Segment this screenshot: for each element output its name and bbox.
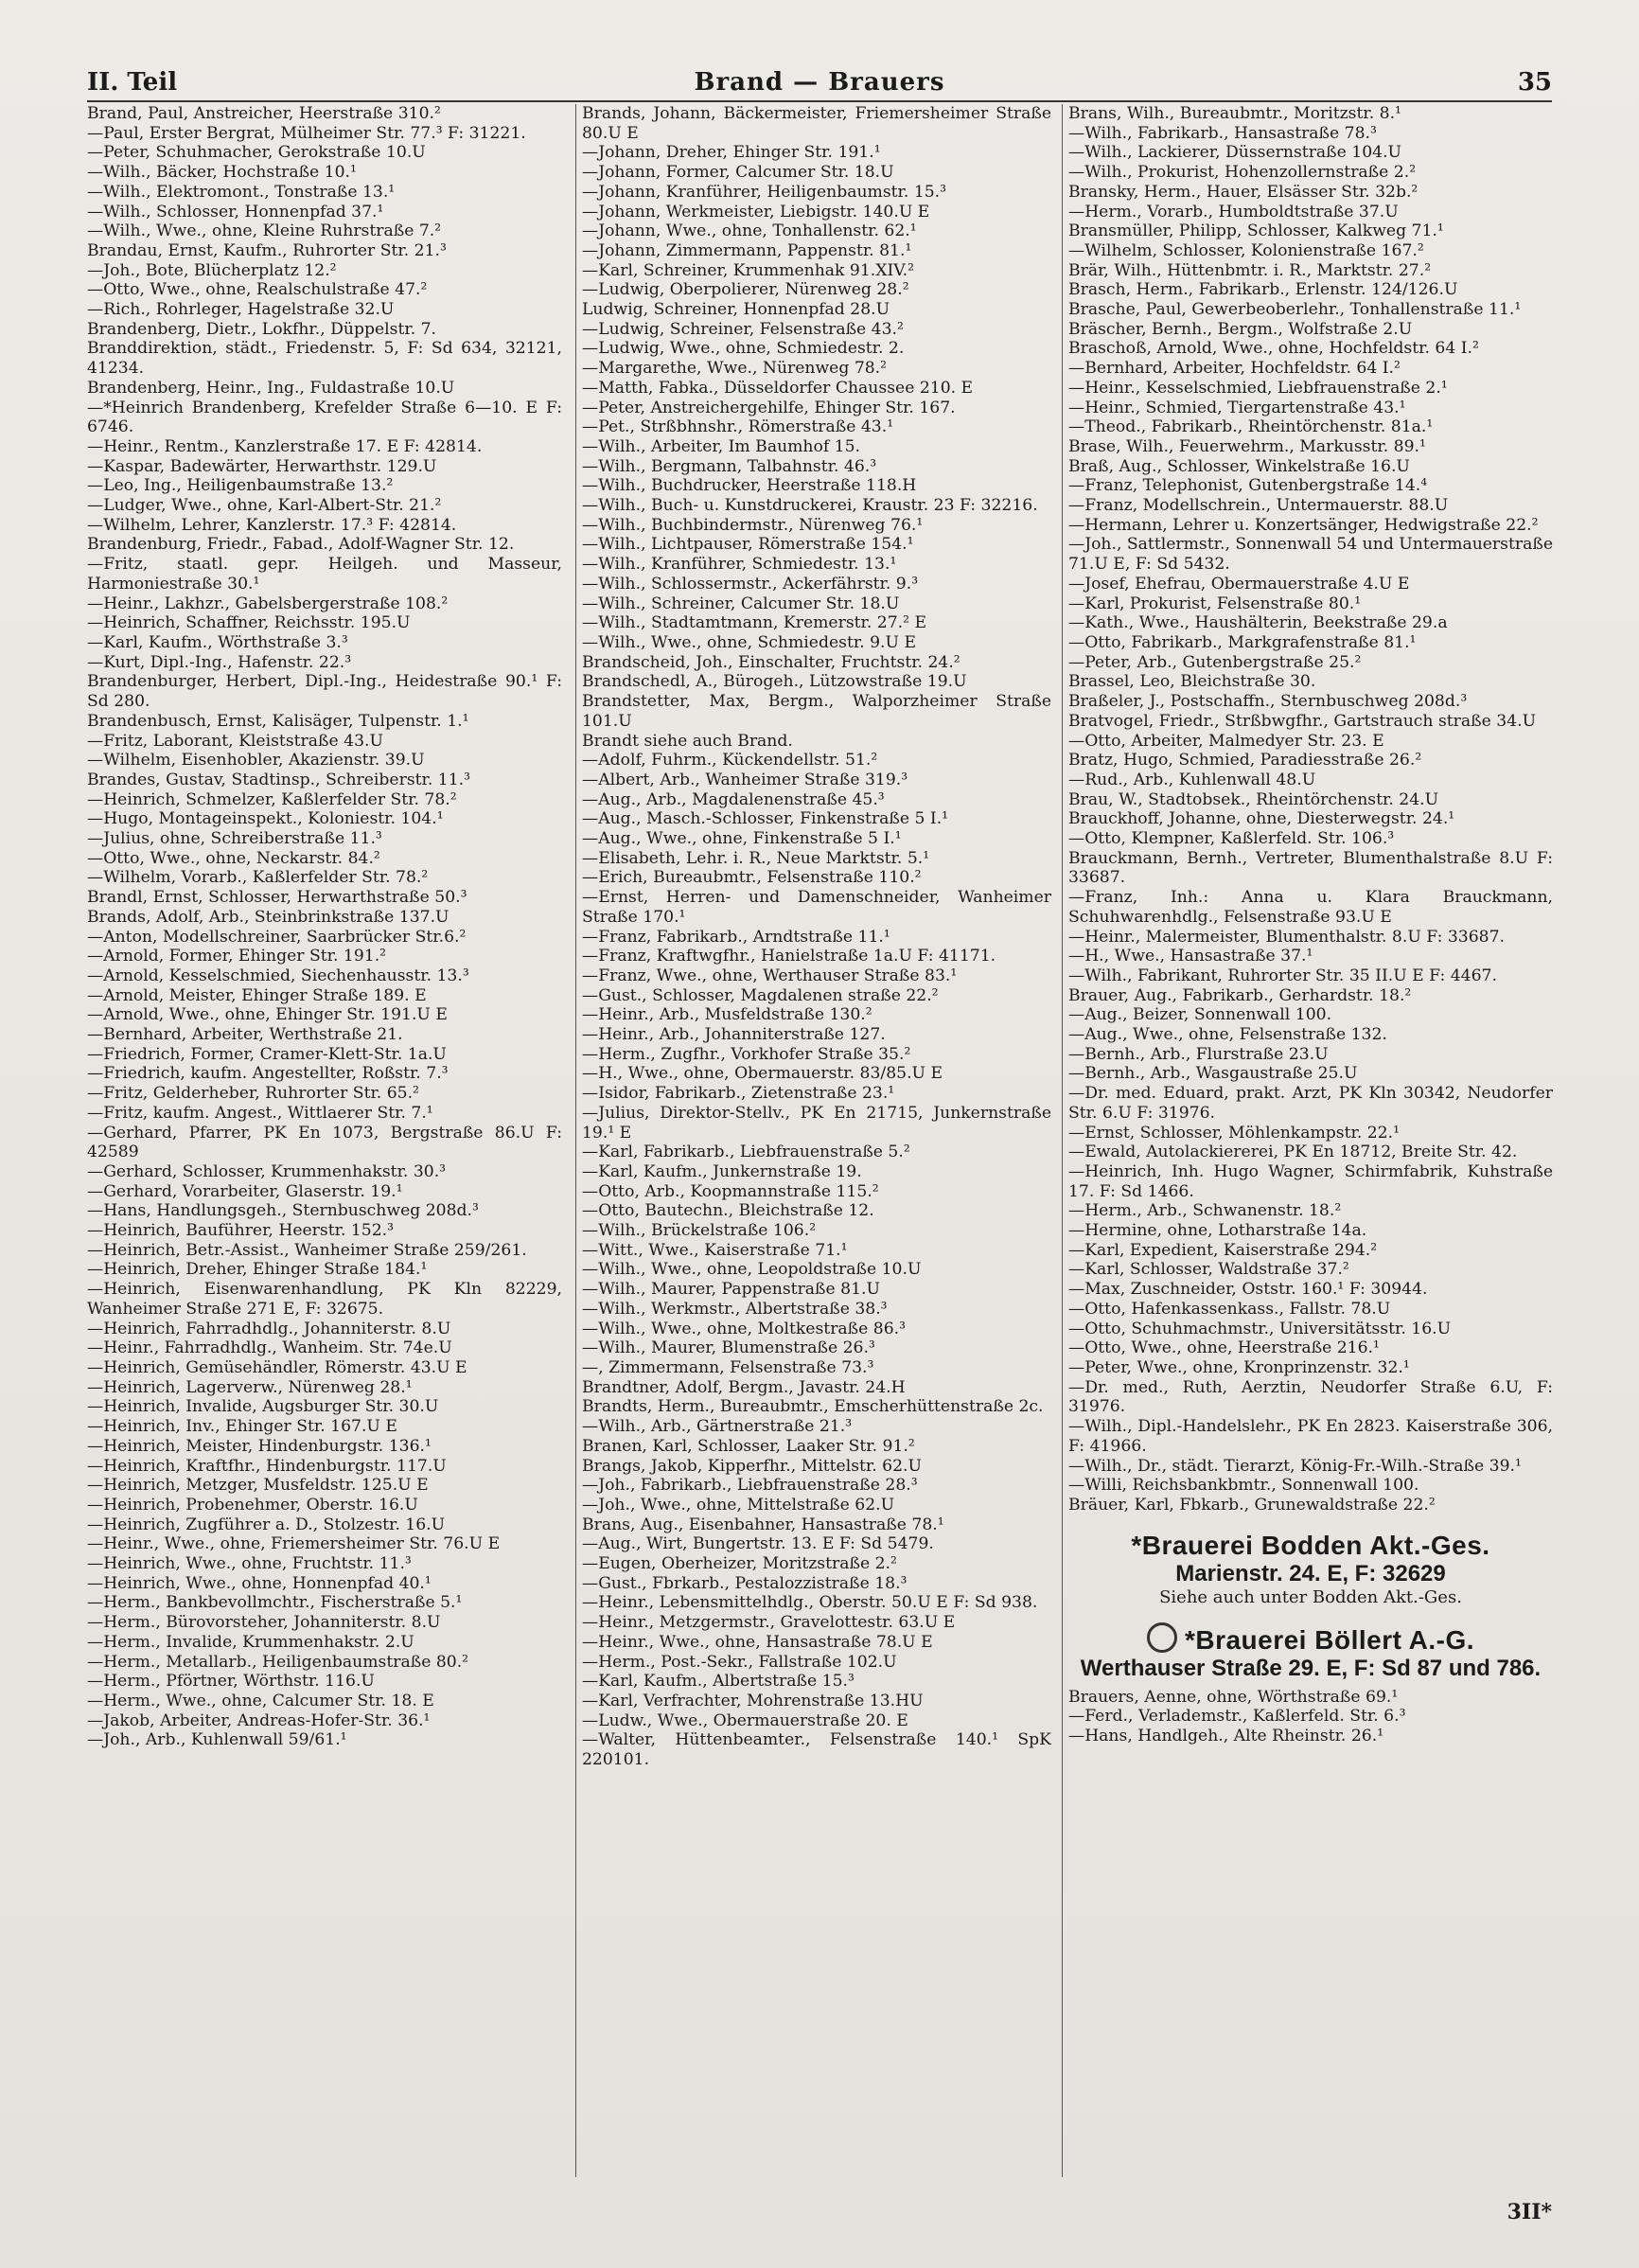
- directory-entry: —Aug., Masch.-Schlosser, Finkenstraße 5 I.¹: [582, 809, 949, 829]
- directory-entry: Brau, W., Stadtobsek., Rheintörchenstr. 24.U: [1068, 789, 1439, 809]
- directory-entry: —Herm., Arb., Schwanenstr. 18.²: [1068, 1201, 1342, 1221]
- directory-entry: —Karl, Fabrikarb., Liebfrauenstraße 5.²: [582, 1143, 910, 1162]
- directory-entry: —Otto, Schuhmachmstr., Universitätsstr. 16.U: [1068, 1319, 1452, 1338]
- directory-entry: Brauers, Aenne, ohne, Wörthstraße 69.¹: [1068, 1687, 1399, 1707]
- directory-entry: —Herm., Pförtner, Wörthstr. 116.U: [87, 1672, 375, 1692]
- directory-entry: —Wilh., Kranführer, Schmiedestr. 13.¹: [582, 555, 897, 575]
- directory-entry: —Heinrich, Inh. Hugo Wagner, Schirmfabrik, Kuhstraße 17. F: Sd 1466.: [1068, 1161, 1553, 1201]
- directory-entry: —Josef, Ehefrau, Obermauerstraße 4.U E: [1068, 574, 1410, 594]
- columns: [87, 104, 1552, 2177]
- directory-entry: —Ludwig, Wwe., ohne, Schmiedestr. 2.: [582, 339, 905, 359]
- directory-entry: —Heinr., Kesselschmied, Liebfrauenstraße 2.¹: [1068, 378, 1448, 398]
- directory-entry: —Hermann, Lehrer u. Konzertsänger, Hedwigstraße 22.²: [1068, 515, 1539, 535]
- directory-entry: Brandt siehe auch Brand.: [582, 731, 793, 751]
- directory-entry: —Wilh., Arb., Gärtnerstraße 21.³: [582, 1417, 853, 1437]
- directory-entry: Brär, Wilh., Hüttenbmtr. i. R., Marktstr. 27.²: [1068, 260, 1432, 280]
- ad-title: [1068, 1622, 1553, 1656]
- directory-entry: —, Zimmermann, Felsenstraße 73.³: [582, 1358, 874, 1377]
- directory-entry: —Aug., Wirt, Bungertstr. 13. E F: Sd 5479.: [582, 1534, 934, 1554]
- directory-entry: —Franz, Fabrikarb., Arndtstraße 11.¹: [582, 927, 890, 947]
- directory-entry: —Bernhard, Arbeiter, Hochfeldstr. 64 I.²: [1068, 359, 1401, 379]
- brewery-logo-icon: [1147, 1622, 1177, 1653]
- directory-entry: Brase, Wilh., Feuerwehrm., Markusstr. 89.¹: [1068, 436, 1426, 456]
- directory-entry: Brandau, Ernst, Kaufm., Ruhrorter Str. 21.³: [87, 240, 447, 260]
- directory-entry: —Wilh., Dipl.-Handelslehr., PK En 2823. Kaiserstraße 306, F: 41966.: [1068, 1417, 1553, 1456]
- directory-entry: —Hans, Handlungsgeh., Sternbuschweg 208d.³: [87, 1201, 479, 1221]
- ad-brauerei-bodden: [1068, 1531, 1553, 1607]
- column-1: [87, 104, 562, 2177]
- page-header: [87, 68, 1552, 102]
- directory-entry: —Herm., Zugfhr., Vorkhofer Straße 35.²: [582, 1044, 911, 1064]
- directory-entry: Brandenberg, Heinr., Ing., Fuldastraße 10.U: [87, 378, 455, 398]
- directory-entry: —Wilh., Wwe., ohne, Leopoldstraße 10.U: [582, 1260, 922, 1280]
- directory-entry: —Karl, Schlosser, Waldstraße 37.²: [1068, 1260, 1349, 1280]
- directory-entry: —Herm., Vorarb., Humboldtstraße 37.U: [1068, 202, 1399, 221]
- directory-entry: —Adolf, Fuhrm., Kückendellstr. 51.²: [582, 751, 878, 771]
- signature-mark: 3II*: [1507, 2200, 1552, 2224]
- directory-entry: —Wilhelm, Schlosser, Kolonienstraße 167.²: [1068, 240, 1424, 260]
- directory-entry: —Karl, Verfrachter, Mohrenstraße 13.HU: [582, 1691, 924, 1710]
- directory-entry: —Karl, Expedient, Kaiserstraße 294.²: [1068, 1240, 1378, 1260]
- page-title: Brand — Brauers: [694, 68, 945, 97]
- directory-entry: —Fritz, kaufm. Angest., Wittlaerer Str. 7.¹: [87, 1103, 433, 1123]
- directory-entry: —Karl, Schreiner, Krummenhak 91.XIV.²: [582, 260, 915, 280]
- directory-entry: Brassel, Leo, Bleichstraße 30.: [1068, 672, 1316, 692]
- directory-entry: —Gust., Schlosser, Magdalenen straße 22.²: [582, 985, 939, 1005]
- page-number: 35: [1517, 68, 1552, 97]
- directory-entry: —Gust., Fbrkarb., Pestalozzistraße 18.³: [582, 1573, 908, 1593]
- directory-entry: Brandenberg, Dietr., Lokfhr., Düppelstr. 7.: [87, 319, 437, 339]
- directory-entry: —Karl, Kaufm., Wörthstraße 3.³: [87, 632, 348, 652]
- directory-entry: —Franz, Modellschrein., Untermauerstr. 88.U: [1068, 496, 1449, 516]
- directory-entry: —Matth, Fabka., Düsseldorfer Chaussee 210. E: [582, 378, 974, 398]
- directory-entry: Braßeler, J., Postschaffn., Sternbuschweg 208d.³: [1068, 692, 1468, 712]
- directory-entry: —Heinr., Metzgermstr., Gravelottestr. 63.U E: [582, 1613, 956, 1633]
- directory-entry: —Karl, Kaufm., Junkernstraße 19.: [582, 1161, 862, 1181]
- directory-entry: —*Heinrich Brandenberg, Krefelder Straße 6—10. E F: 6746.: [87, 398, 562, 437]
- directory-entry: —Heinr., Wwe., ohne, Hansastraße 78.U E: [582, 1632, 933, 1652]
- ad-note: Siehe auch unter Bodden Akt.-Ges.: [1159, 1586, 1462, 1607]
- directory-entry: —Heinrich, Bauführer, Heerstr. 152.³: [87, 1221, 395, 1241]
- directory-entry: Brasche, Paul, Gewerbeoberlehr., Tonhallenstraße 11.¹: [1068, 300, 1522, 320]
- directory-entry: —Kurt, Dipl.-Ing., Hafenstr. 22.³: [87, 652, 352, 672]
- directory-entry: Bräscher, Bernh., Bergm., Wolfstraße 2.U: [1068, 319, 1413, 339]
- directory-entry: —Heinr., Rentm., Kanzlerstraße 17. E F: 42814.: [87, 436, 483, 456]
- directory-entry: —Peter, Arb., Gutenbergstraße 25.²: [1068, 652, 1362, 672]
- directory-entry: —Arnold, Meister, Ehinger Straße 189. E: [87, 985, 427, 1005]
- column-3: [1062, 104, 1553, 2177]
- directory-entry: —Franz, Telephonist, Gutenbergstraße 14.⁴: [1068, 476, 1428, 496]
- ad-brauerei-boellert: [1068, 1622, 1553, 1682]
- directory-entry: —Herm., Post.-Sekr., Fallstraße 102.U: [582, 1652, 897, 1672]
- directory-entry: —Heinr., Lebensmittelhdlg., Oberstr. 50.U E F: Sd 938.: [582, 1593, 1038, 1613]
- column-3-tail: [1068, 1688, 1553, 1746]
- directory-entry: Bratz, Hugo, Schmied, Paradiesstraße 26.²: [1068, 751, 1422, 771]
- directory-entry: —Karl, Kaufm., Albertstraße 15.³: [582, 1672, 855, 1692]
- directory-entry: —Gerhard, Pfarrer, PK En 1073, Bergstraße 86.U F: 42589: [87, 1123, 562, 1162]
- directory-entry: —Otto, Wwe., ohne, Neckarstr. 84.²: [87, 848, 380, 868]
- directory-entry: —Walter, Hüttenbeamter., Felsenstraße 140.¹ SpK 220101.: [582, 1730, 1051, 1770]
- directory-entry: —Wilh., Bäcker, Hochstraße 10.¹: [87, 163, 357, 183]
- directory-entry: —Heinrich, Dreher, Ehinger Straße 184.¹: [87, 1260, 428, 1280]
- directory-entry: —Heinrich, Fahrradhdlg., Johanniterstr. 8.U: [87, 1319, 451, 1338]
- directory-entry: Brandscheid, Joh., Einschalter, Fruchtstr. 24.²: [582, 652, 960, 672]
- directory-entry: —Joh., Fabrikarb., Liebfrauenstraße 28.³: [582, 1476, 918, 1496]
- section-label: II. Teil: [87, 68, 178, 97]
- directory-entry: —Fritz, Laborant, Kleiststraße 43.U: [87, 731, 383, 751]
- directory-entry: —Heinrich, Kraftfhr., Hindenburgstr. 117.U: [87, 1456, 447, 1476]
- directory-entry: —Bernhard, Arbeiter, Werthstraße 21.: [87, 1025, 403, 1045]
- directory-entry: —Jakob, Arbeiter, Andreas-Hofer-Str. 36.¹: [87, 1710, 431, 1730]
- column-2: [575, 104, 1051, 2177]
- directory-entry: —Heinrich, Schmelzer, Kaßlerfelder Str. 78.²: [87, 789, 457, 809]
- directory-entry: —Friedrich, Former, Cramer-Klett-Str. 1a.U: [87, 1044, 447, 1064]
- directory-entry: Brandenburg, Friedr., Fabad., Adolf-Wagner Str. 12.: [87, 535, 515, 555]
- directory-entry: —Wilh., Buchdrucker, Heerstraße 118.H: [582, 476, 917, 496]
- directory-entry: —Heinrich, Schaffner, Reichsstr. 195.U: [87, 613, 411, 633]
- directory-entry: —H., Wwe., ohne, Obermauerstr. 83/85.U E: [582, 1064, 943, 1084]
- directory-entry: —Peter, Wwe., ohne, Kronprinzenstr. 32.¹: [1068, 1358, 1410, 1377]
- directory-entry: —Franz, Wwe., ohne, Werthauser Straße 83.¹: [582, 966, 958, 985]
- directory-entry: —Hugo, Montageinspekt., Koloniestr. 104.¹: [87, 809, 444, 829]
- directory-entry: —Johann, Wwe., ohne, Tonhallenstr. 62.¹: [582, 221, 917, 241]
- directory-entry: —Fritz, staatl. gepr. Heilgeh. und Masseur, Harmoniestraße 30.¹: [87, 555, 562, 594]
- directory-entry: —Heinrich, Zugführer a. D., Stolzestr. 16.U: [87, 1515, 446, 1534]
- directory-entry: —Eugen, Oberheizer, Moritzstraße 2.²: [582, 1554, 897, 1574]
- directory-entry: —Wilh., Schlosser, Honnenpfad 37.¹: [87, 202, 384, 221]
- directory-entry: —Friedrich, kaufm. Angestellter, Roßstr. 7.³: [87, 1064, 449, 1084]
- directory-entry: —Joh., Bote, Blücherplatz 12.²: [87, 260, 337, 280]
- ad-title: *Brauerei Bodden Akt.-Ges.: [1131, 1530, 1490, 1560]
- directory-entry: —Heinrich, Lagerverw., Nürenweg 28.¹: [87, 1377, 413, 1397]
- directory-entry: —Franz, Kraftwgfhr., Hanielstraße 1a.U F: 41171.: [582, 947, 996, 966]
- directory-entry: —Heinrich, Eisenwarenhandlung, PK Kln 82229, Wanheimer Straße 271 E, F: 32675.: [87, 1280, 562, 1319]
- directory-entry: —Arnold, Wwe., ohne, Ehinger Str. 191.U E: [87, 1005, 448, 1025]
- directory-entry: —Kath., Wwe., Haushälterin, Beekstraße 29.a: [1068, 613, 1448, 633]
- directory-entry: —Heinrich, Probenehmer, Oberstr. 16.U: [87, 1495, 418, 1515]
- directory-entry: —Elisabeth, Lehr. i. R., Neue Marktstr. 5.¹: [582, 848, 930, 868]
- directory-entry: Brauckmann, Bernh., Vertreter, Blumenthalstraße 8.U F: 33687.: [1068, 848, 1553, 888]
- directory-entry: Braß, Aug., Schlosser, Winkelstraße 16.U: [1068, 456, 1410, 476]
- directory-entry: —Joh., Sattlermstr., Sonnenwall 54 und Untermauerstraße 71.U E, F: Sd 5432.: [1068, 535, 1553, 575]
- directory-entry: —Heinr., Arb., Musfeldstraße 130.²: [582, 1005, 872, 1025]
- directory-entry: —Otto, Hafenkassenkass., Fallstr. 78.U: [1068, 1299, 1391, 1319]
- directory-entry: —Wilh., Schreiner, Calcumer Str. 18.U: [582, 594, 900, 613]
- directory-entry: —Herm., Metallarb., Heiligenbaumstraße 80.²: [87, 1652, 469, 1672]
- directory-entry: —Wilh., Maurer, Blumenstraße 26.³: [582, 1338, 875, 1358]
- directory-entry: —Willi, Reichsbankbmtr., Sonnenwall 100.: [1068, 1476, 1419, 1496]
- directory-entry: —Wilh., Wwe., ohne, Schmiedestr. 9.U E: [582, 632, 917, 652]
- directory-entry: —Joh., Arb., Kuhlenwall 59/61.¹: [87, 1730, 347, 1750]
- directory-entry: —Heinr., Fahrradhdlg., Wanheim. Str. 74e.U: [87, 1338, 452, 1358]
- directory-entry: —Wilh., Prokurist, Hohenzollernstraße 2.²: [1068, 163, 1417, 183]
- directory-entry: Brauer, Aug., Fabrikarb., Gerhardstr. 18.²: [1068, 985, 1412, 1005]
- directory-entry: —Wilh., Fabrikarb., Hansastraße 78.³: [1068, 123, 1377, 143]
- directory-entry: Bräuer, Karl, Fbkarb., Grunewaldstraße 22.²: [1068, 1495, 1436, 1515]
- directory-entry: —Wilhelm, Lehrer, Kanzlerstr. 17.³ F: 42814.: [87, 515, 457, 535]
- directory-entry: —Herm., Bürovorsteher, Johanniterstr. 8.U: [87, 1613, 441, 1633]
- directory-entry: —Wilh., Lichtpauser, Römerstraße 154.¹: [582, 535, 914, 555]
- ad-address: Marienstr. 24. E, F: 32629: [1175, 1560, 1446, 1586]
- directory-entry: —Witt., Wwe., Kaiserstraße 71.¹: [582, 1240, 848, 1260]
- directory-entry: —Karl, Prokurist, Felsenstraße 80.¹: [1068, 594, 1362, 613]
- directory-entry: —Gerhard, Schlosser, Krummenhakstr. 30.³: [87, 1161, 447, 1181]
- directory-entry: Brandtner, Adolf, Bergm., Javastr. 24.H: [582, 1377, 906, 1397]
- directory-entry: —Wilh., Wwe., ohne, Kleine Ruhrstraße 7.²: [87, 221, 442, 241]
- directory-entry: —Ludwig, Schreiner, Felsenstraße 43.²: [582, 319, 904, 339]
- directory-entry: —Arnold, Kesselschmied, Siechenhausstr. 13.³: [87, 966, 469, 985]
- directory-entry: —Johann, Dreher, Ehinger Str. 191.¹: [582, 143, 881, 163]
- directory-entry: —Heinr., Malermeister, Blumenthalstr. 8.U F: 33687.: [1068, 927, 1505, 947]
- directory-entry: —Wilh., Elektromont., Tonstraße 13.¹: [87, 182, 396, 202]
- directory-entry: —Albert, Arb., Wanheimer Straße 319.³: [582, 770, 908, 789]
- directory-entry: —Kaspar, Badewärter, Herwarthstr. 129.U: [87, 456, 437, 476]
- directory-entry: —Wilh., Maurer, Pappenstraße 81.U: [582, 1280, 880, 1300]
- directory-entry: —Heinrich, Wwe., ohne, Fruchtstr. 11.³: [87, 1554, 412, 1574]
- directory-entry: Brangs, Jakob, Kipperfhr., Mittelstr. 62.U: [582, 1456, 922, 1476]
- directory-entry: —Heinrich, Wwe., ohne, Honnenpfad 40.¹: [87, 1573, 432, 1593]
- directory-entry: Brand, Paul, Anstreicher, Heerstraße 310.²: [87, 104, 441, 123]
- directory-entry: —Otto, Arbeiter, Malmedyer Str. 23. E: [1068, 731, 1384, 751]
- directory-entry: —Johann, Werkmeister, Liebigstr. 140.U E: [582, 202, 930, 221]
- directory-entry: —Aug., Arb., Magdalenenstraße 45.³: [582, 789, 885, 809]
- directory-entry: Branddirektion, städt., Friedenstr. 5, F: Sd 634, 32121, 41234.: [87, 339, 562, 379]
- directory-entry: —Wilh., Dr., städt. Tierarzt, König-Fr.-Wilh.-Straße 39.¹: [1068, 1456, 1522, 1476]
- directory-entry: —Max, Zuschneider, Oststr. 160.¹ F: 30944.: [1068, 1280, 1428, 1300]
- directory-entry: —Heinr., Lakhzr., Gabelsbergerstraße 108.²: [87, 594, 449, 613]
- directory-entry: —Heinr., Schmied, Tiergartenstraße 43.¹: [1068, 398, 1406, 417]
- directory-entry: —Johann, Zimmermann, Pappenstr. 81.¹: [582, 240, 912, 260]
- directory-entry: —Pet., Strßbhnshr., Römerstraße 43.¹: [582, 417, 894, 437]
- directory-entry: —Wilh., Schlossermstr., Ackerfährstr. 9.³: [582, 574, 919, 594]
- directory-entry: —Ewald, Autolackiererei, PK En 18712, Breite Str. 42.: [1068, 1143, 1518, 1162]
- directory-entry: Brands, Adolf, Arb., Steinbrinkstraße 137.U: [87, 907, 449, 927]
- directory-entry: —Johann, Former, Calcumer Str. 18.U: [582, 163, 894, 183]
- directory-entry: Brandstetter, Max, Bergm., Walporzheimer Straße 101.U: [582, 692, 1051, 731]
- directory-entry: Brandl, Ernst, Schlosser, Herwarthstraße 50.³: [87, 888, 467, 908]
- directory-entry: —Herm., Wwe., ohne, Calcumer Str. 18. E: [87, 1691, 434, 1710]
- directory-entry: —Fritz, Gelderheber, Ruhrorter Str. 65.²: [87, 1084, 419, 1104]
- directory-entry: —Otto, Wwe., ohne, Heerstraße 216.¹: [1068, 1338, 1380, 1358]
- directory-entry: —Wilh., Buch- u. Kunstdruckerei, Kraustr. 23 F: 32216.: [582, 496, 1038, 516]
- directory-entry: —Wilh., Werkmstr., Albertstraße 38.³: [582, 1299, 888, 1319]
- directory-entry: —Heinrich, Gemüsehändler, Römerstr. 43.U E: [87, 1358, 467, 1377]
- ad-address: Werthauser Straße 29. E, F: Sd 87 und 786.: [1080, 1655, 1542, 1681]
- directory-entry: —Johann, Kranführer, Heiligenbaumstr. 15.³: [582, 182, 947, 202]
- directory-entry: —Peter, Schuhmacher, Gerokstraße 10.U: [87, 143, 426, 163]
- directory-entry: Braschoß, Arnold, Wwe., ohne, Hochfeldstr. 64 I.²: [1068, 339, 1479, 359]
- directory-entry: Branen, Karl, Schlosser, Laaker Str. 91.²: [582, 1436, 915, 1456]
- directory-entry: Brandes, Gustav, Stadtinsp., Schreiberstr. 11.³: [87, 770, 471, 789]
- directory-entry: —Wilh., Lackierer, Düssernstraße 104.U: [1068, 143, 1402, 163]
- directory-entry: —Heinrich, Betr.-Assist., Wanheimer Straße 259/261.: [87, 1240, 527, 1260]
- directory-entry: —H., Wwe., Hansastraße 37.¹: [1068, 947, 1313, 966]
- directory-entry: Bratvogel, Friedr., Strßbwgfhr., Gartstrauch straße 34.U: [1068, 711, 1537, 731]
- directory-entry: —Wilhelm, Eisenhobler, Akazienstr. 39.U: [87, 751, 425, 771]
- column-3-entries: [1068, 104, 1553, 1515]
- directory-entry: Ludwig, Schreiner, Honnenpfad 28.U: [582, 300, 890, 320]
- directory-entry: —Ludw., Wwe., Obermauerstraße 20. E: [582, 1710, 908, 1730]
- ad-title-text: *Brauerei Böllert A.-G.: [1184, 1624, 1475, 1655]
- directory-entry: —Isidor, Fabrikarb., Zietenstraße 23.¹: [582, 1084, 895, 1104]
- directory-entry: —Wilhelm, Vorarb., Kaßlerfelder Str. 78.²: [87, 868, 429, 888]
- directory-entry: —Rud., Arb., Kuhlenwall 48.U: [1068, 770, 1316, 789]
- directory-entry: Brans, Wilh., Bureaubmtr., Moritzstr. 8.¹: [1068, 104, 1401, 123]
- directory-entry: —Julius, ohne, Schreiberstraße 11.³: [87, 829, 382, 849]
- directory-entry: Brans, Aug., Eisenbahner, Hansastraße 78.¹: [582, 1515, 944, 1534]
- directory-entry: —Ludwig, Oberpolierer, Nürenweg 28.²: [582, 280, 909, 300]
- directory-entry: —Arnold, Former, Ehinger Str. 191.²: [87, 947, 387, 966]
- directory-entry: —Otto, Wwe., ohne, Realschulstraße 47.²: [87, 280, 428, 300]
- directory-entry: —Bernh., Arb., Flurstraße 23.U: [1068, 1044, 1329, 1064]
- directory-entry: —Heinrich, Meister, Hindenburgstr. 136.¹: [87, 1436, 432, 1456]
- directory-entry: Bransky, Herm., Hauer, Elsässer Str. 32b.²: [1068, 182, 1419, 202]
- directory-entry: —Wilh., Bergmann, Talbahnstr. 46.³: [582, 456, 877, 476]
- directory-entry: —Leo, Ing., Heiligenbaumstraße 13.²: [87, 476, 394, 496]
- directory-entry: —Rich., Rohrleger, Hagelstraße 32.U: [87, 300, 395, 320]
- directory-entry: —Ferd., Verlademstr., Kaßlerfeld. Str. 6.³: [1068, 1707, 1406, 1727]
- directory-entry: —Herm., Bankbevollmchtr., Fischerstraße 5.¹: [87, 1593, 463, 1613]
- directory-entry: —Heinr., Arb., Johanniterstraße 127.: [582, 1025, 886, 1045]
- directory-entry: —Wilh., Brückelstraße 106.²: [582, 1221, 817, 1241]
- directory-entry: Bransmüller, Philipp, Schlosser, Kalkweg 71.¹: [1068, 221, 1444, 241]
- directory-entry: —Heinrich, Invalide, Augsburger Str. 30.U: [87, 1397, 439, 1417]
- directory-entry: Brasch, Herm., Fabrikarb., Erlenstr. 124/126.U: [1068, 280, 1458, 300]
- directory-entry: Brandenburger, Herbert, Dipl.-Ing., Heidestraße 90.¹ F: Sd 280.: [87, 672, 562, 712]
- directory-entry: —Ludger, Wwe., ohne, Karl-Albert-Str. 21.²: [87, 496, 442, 516]
- directory-entry: —Ernst, Herren- und Damenschneider, Wanheimer Straße 170.¹: [582, 888, 1051, 927]
- directory-entry: —Joh., Wwe., ohne, Mittelstraße 62.U: [582, 1495, 895, 1515]
- directory-entry: —Otto, Fabrikarb., Markgrafenstraße 81.¹: [1068, 632, 1417, 652]
- directory-entry: Brandenbusch, Ernst, Kalisäger, Tulpenstr. 1.¹: [87, 711, 469, 731]
- directory-entry: —Heinr., Wwe., ohne, Friemersheimer Str. 76.U E: [87, 1534, 501, 1554]
- directory-entry: —Dr. med., Ruth, Aerztin, Neudorfer Straße 6.U, F: 31976.: [1068, 1377, 1553, 1417]
- directory-entry: —Wilh., Wwe., ohne, Moltkestraße 86.³: [582, 1319, 906, 1338]
- directory-entry: —Anton, Modellschreiner, Saarbrücker Str.6.²: [87, 927, 467, 947]
- directory-entry: —Erich, Bureaubmtr., Felsenstraße 110.²: [582, 868, 922, 888]
- directory-entry: —Heinrich, Metzger, Musfeldstr. 125.U E: [87, 1476, 429, 1496]
- directory-entry: —Aug., Wwe., ohne, Felsenstraße 132.: [1068, 1025, 1387, 1045]
- directory-entry: —Franz, Inh.: Anna u. Klara Brauckmann, Schuhwarenhdlg., Felsenstraße 93.U E: [1068, 888, 1553, 927]
- directory-entry: —Otto, Arb., Koopmannstraße 115.²: [582, 1181, 879, 1201]
- directory-entry: —Otto, Klempner, Kaßlerfeld. Str. 106.³: [1068, 829, 1395, 849]
- directory-entry: —Julius, Direktor-Stellv., PK En 21715, Junkernstraße 19.¹ E: [582, 1103, 1051, 1143]
- directory-entry: —Wilh., Fabrikant, Ruhrorter Str. 35 II.U E F: 4467.: [1068, 966, 1497, 985]
- directory-entry: —Paul, Erster Bergrat, Mülheimer Str. 77.³ F: 31221.: [87, 123, 526, 143]
- directory-entry: Brands, Johann, Bäckermeister, Friemersheimer Straße 80.U E: [582, 104, 1051, 143]
- directory-entry: —Gerhard, Vorarbeiter, Glaserstr. 19.¹: [87, 1181, 403, 1201]
- directory-entry: —Aug., Beizer, Sonnenwall 100.: [1068, 1005, 1332, 1025]
- directory-entry: —Hans, Handlgeh., Alte Rheinstr. 26.¹: [1068, 1727, 1384, 1746]
- directory-entry: —Theod., Fabrikarb., Rheintörchenstr. 81a.¹: [1068, 417, 1434, 437]
- directory-entry: —Wilh., Buchbindermstr., Nürenweg 76.¹: [582, 515, 924, 535]
- directory-entry: Brandts, Herm., Bureaubmtr., Emscherhüttenstraße 2c.: [582, 1397, 1044, 1417]
- directory-entry: —Margarethe, Wwe., Nürenweg 78.²: [582, 359, 888, 379]
- directory-entry: —Otto, Bautechn., Bleichstraße 12.: [582, 1201, 874, 1221]
- directory-entry: —Herm., Invalide, Krummenhakstr. 2.U: [87, 1632, 414, 1652]
- directory-entry: —Ernst, Schlosser, Möhlenkampstr. 22.¹: [1068, 1123, 1400, 1143]
- directory-entry: —Heinrich, Inv., Ehinger Str. 167.U E: [87, 1417, 397, 1437]
- directory-entry: —Hermine, ohne, Lotharstraße 14a.: [1068, 1221, 1367, 1241]
- directory-entry: —Wilh., Arbeiter, Im Baumhof 15.: [582, 436, 861, 456]
- directory-entry: —Dr. med. Eduard, prakt. Arzt, PK Kln 30342, Neudorfer Str. 6.U F: 31976.: [1068, 1084, 1553, 1123]
- directory-entry: —Bernh., Arb., Wasgaustraße 25.U: [1068, 1064, 1358, 1084]
- directory-entry: Brandschedl, A., Bürogeh., Lützowstraße 19.U: [582, 672, 967, 692]
- directory-entry: —Wilh., Stadtamtmann, Kremerstr. 27.² E: [582, 613, 927, 633]
- directory-entry: Brauckhoff, Johanne, ohne, Diesterwegstr. 24.¹: [1068, 809, 1455, 829]
- directory-entry: —Aug., Wwe., ohne, Finkenstraße 5 I.¹: [582, 829, 902, 849]
- directory-entry: —Peter, Anstreichergehilfe, Ehinger Str. 167.: [582, 398, 956, 417]
